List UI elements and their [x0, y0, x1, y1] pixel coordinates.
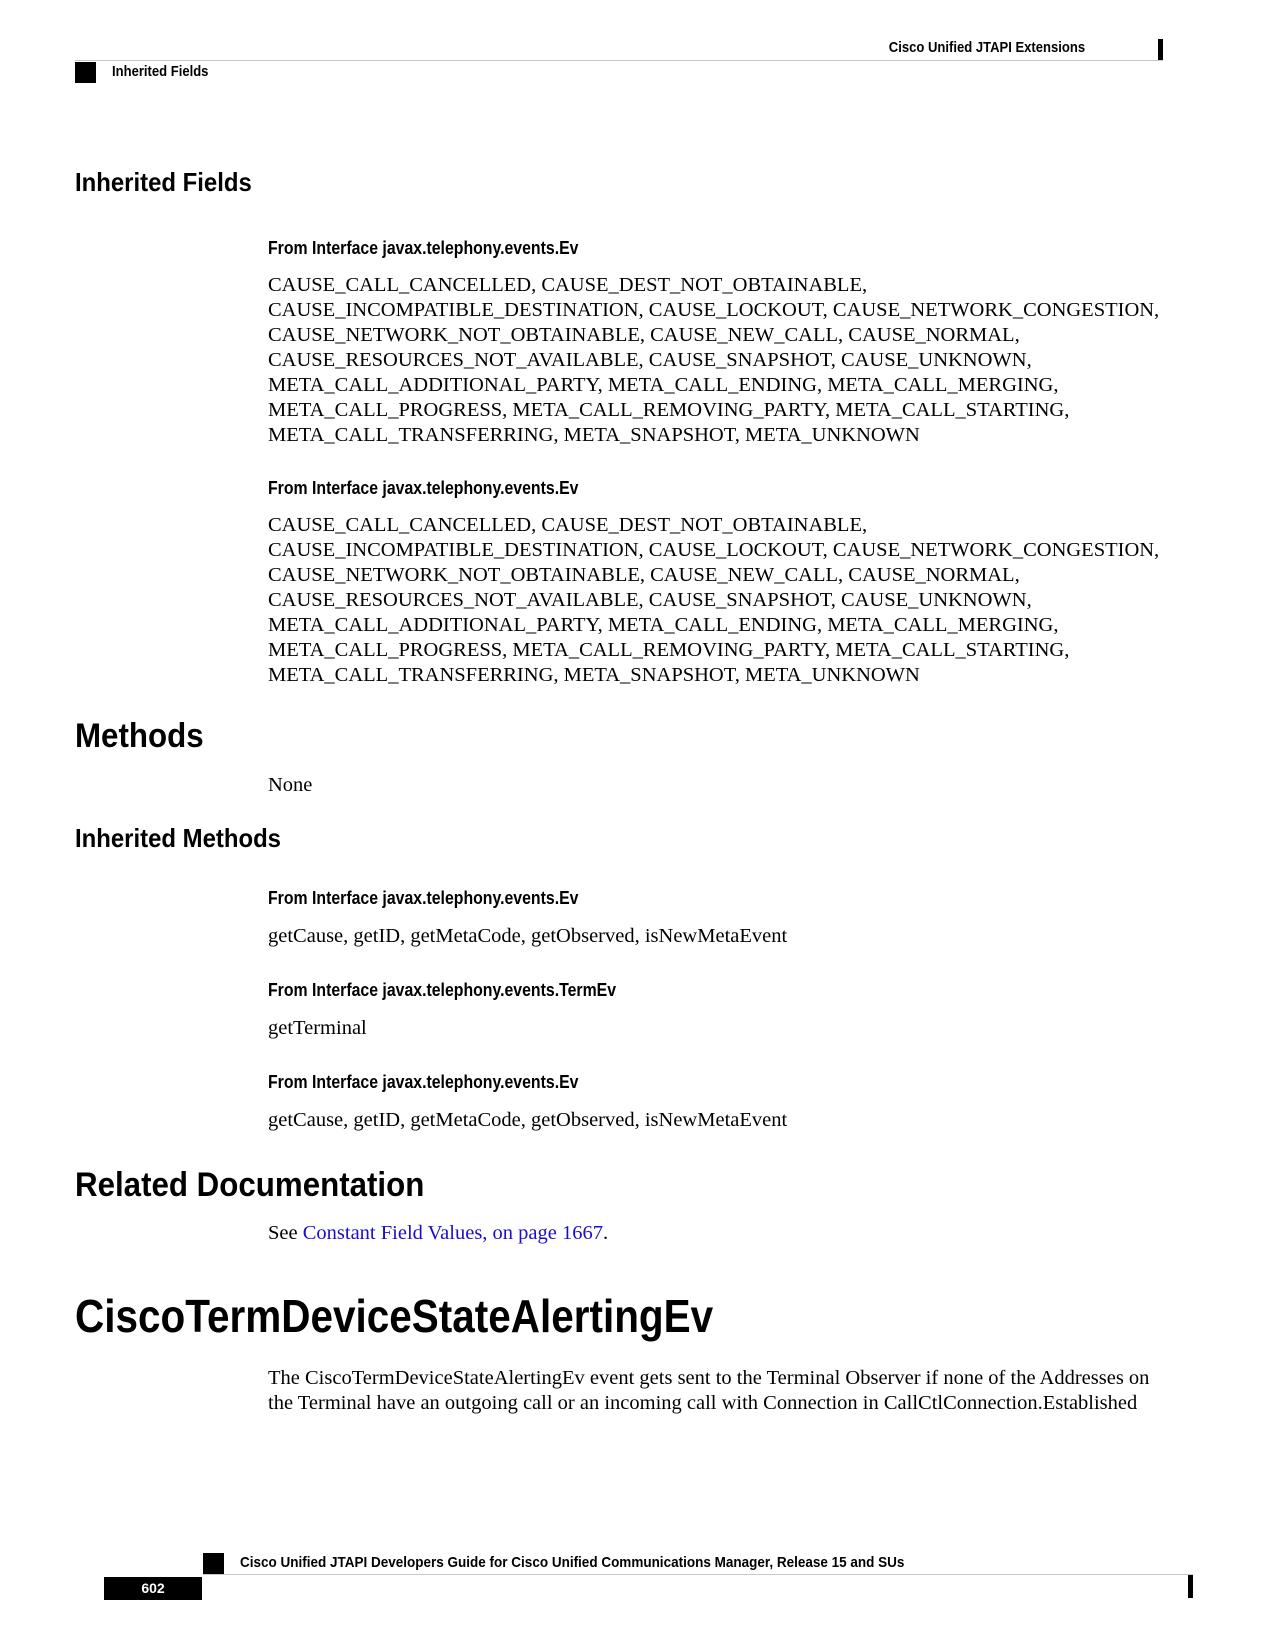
footer-marker-square: [203, 1553, 224, 1574]
method-group-label: From Interface javax.telephony.events.Ev: [268, 888, 579, 908]
page-number: 602: [104, 1577, 202, 1600]
footer-marker-bar: [1188, 1575, 1193, 1598]
header-marker-bar: [1158, 39, 1163, 60]
class-description: The CiscoTermDeviceStateAlertingEv event gets sent to the Terminal Observer if none of the Addresses on the Terminal have an outgoing call or an incoming call with Connection in CallCtlConnection.Established: [268, 1367, 1150, 1414]
footer-book-title: Cisco Unified JTAPI Developers Guide for Cisco Unified Communications Manager, Release 15 and SUs: [240, 1554, 905, 1571]
field-group-label: From Interface javax.telephony.events.Ev: [268, 238, 579, 258]
methods-heading: Methods: [75, 717, 204, 755]
related-documentation-text: [268, 1221, 1173, 1246]
footer-rule: [203, 1574, 1193, 1575]
constant-field-values-link[interactable]: Constant Field Values, on page 1667: [302, 1222, 603, 1244]
related-documentation-heading: Related Documentation: [75, 1166, 425, 1204]
running-header-book-section: Cisco Unified JTAPI Extensions: [888, 40, 1085, 56]
method-group-label: From Interface javax.telephony.events.Ev: [268, 1072, 579, 1092]
field-group-text: CAUSE_CALL_CANCELLED, CAUSE_DEST_NOT_OBTAINABLE, CAUSE_INCOMPATIBLE_DESTINATION, CAUSE_LOCKOUT, CAUSE_NETWORK_CONGESTION, CAUSE_NETWORK_NOT_OBTAINABLE, CAUSE_NEW_CALL, CAUSE_NORMAL, CAUSE_RESOURCES_NOT_AVAILABLE, CAUSE_SNAPSHOT, CAUSE_UNKNOWN, META_CALL_ADDITIONAL_PARTY, META_CALL_ENDING, META_CALL_MERGING, META_CALL_PROGRESS, META_CALL_REMOVING_PARTY, META_CALL_STARTING, META_CALL_TRANSFERRING, META_SNAPSHOT, META_UNKNOWN: [268, 274, 1160, 446]
header-rule: [75, 60, 1163, 61]
method-group-text: getCause, getID, getMetaCode, getObserved, isNewMetaEvent: [268, 925, 788, 947]
field-group-label: From Interface javax.telephony.events.Ev: [268, 478, 579, 498]
field-group-text: CAUSE_CALL_CANCELLED, CAUSE_DEST_NOT_OBTAINABLE, CAUSE_INCOMPATIBLE_DESTINATION, CAUSE_LOCKOUT, CAUSE_NETWORK_CONGESTION, CAUSE_NETWORK_NOT_OBTAINABLE, CAUSE_NEW_CALL, CAUSE_NORMAL, CAUSE_RESOURCES_NOT_AVAILABLE, CAUSE_SNAPSHOT, CAUSE_UNKNOWN, META_CALL_ADDITIONAL_PARTY, META_CALL_ENDING, META_CALL_MERGING, META_CALL_PROGRESS, META_CALL_REMOVING_PARTY, META_CALL_STARTING, META_CALL_TRANSFERRING, META_SNAPSHOT, META_UNKNOWN: [268, 514, 1160, 686]
inherited-fields-heading: Inherited Fields: [75, 167, 252, 197]
inherited-methods-heading: Inherited Methods: [75, 823, 281, 853]
see-prefix: See: [268, 1222, 303, 1244]
class-title: CiscoTermDeviceStateAlertingEv: [75, 1290, 714, 1342]
method-group-text: getTerminal: [268, 1017, 367, 1039]
running-header-section: Inherited Fields: [112, 64, 209, 80]
methods-text: None: [268, 774, 313, 796]
method-group-text: getCause, getID, getMetaCode, getObserved, isNewMetaEvent: [268, 1109, 788, 1131]
header-marker-square: [75, 62, 96, 83]
method-group-label: From Interface javax.telephony.events.TermEv: [268, 980, 617, 1000]
link-suffix: .: [603, 1222, 609, 1244]
